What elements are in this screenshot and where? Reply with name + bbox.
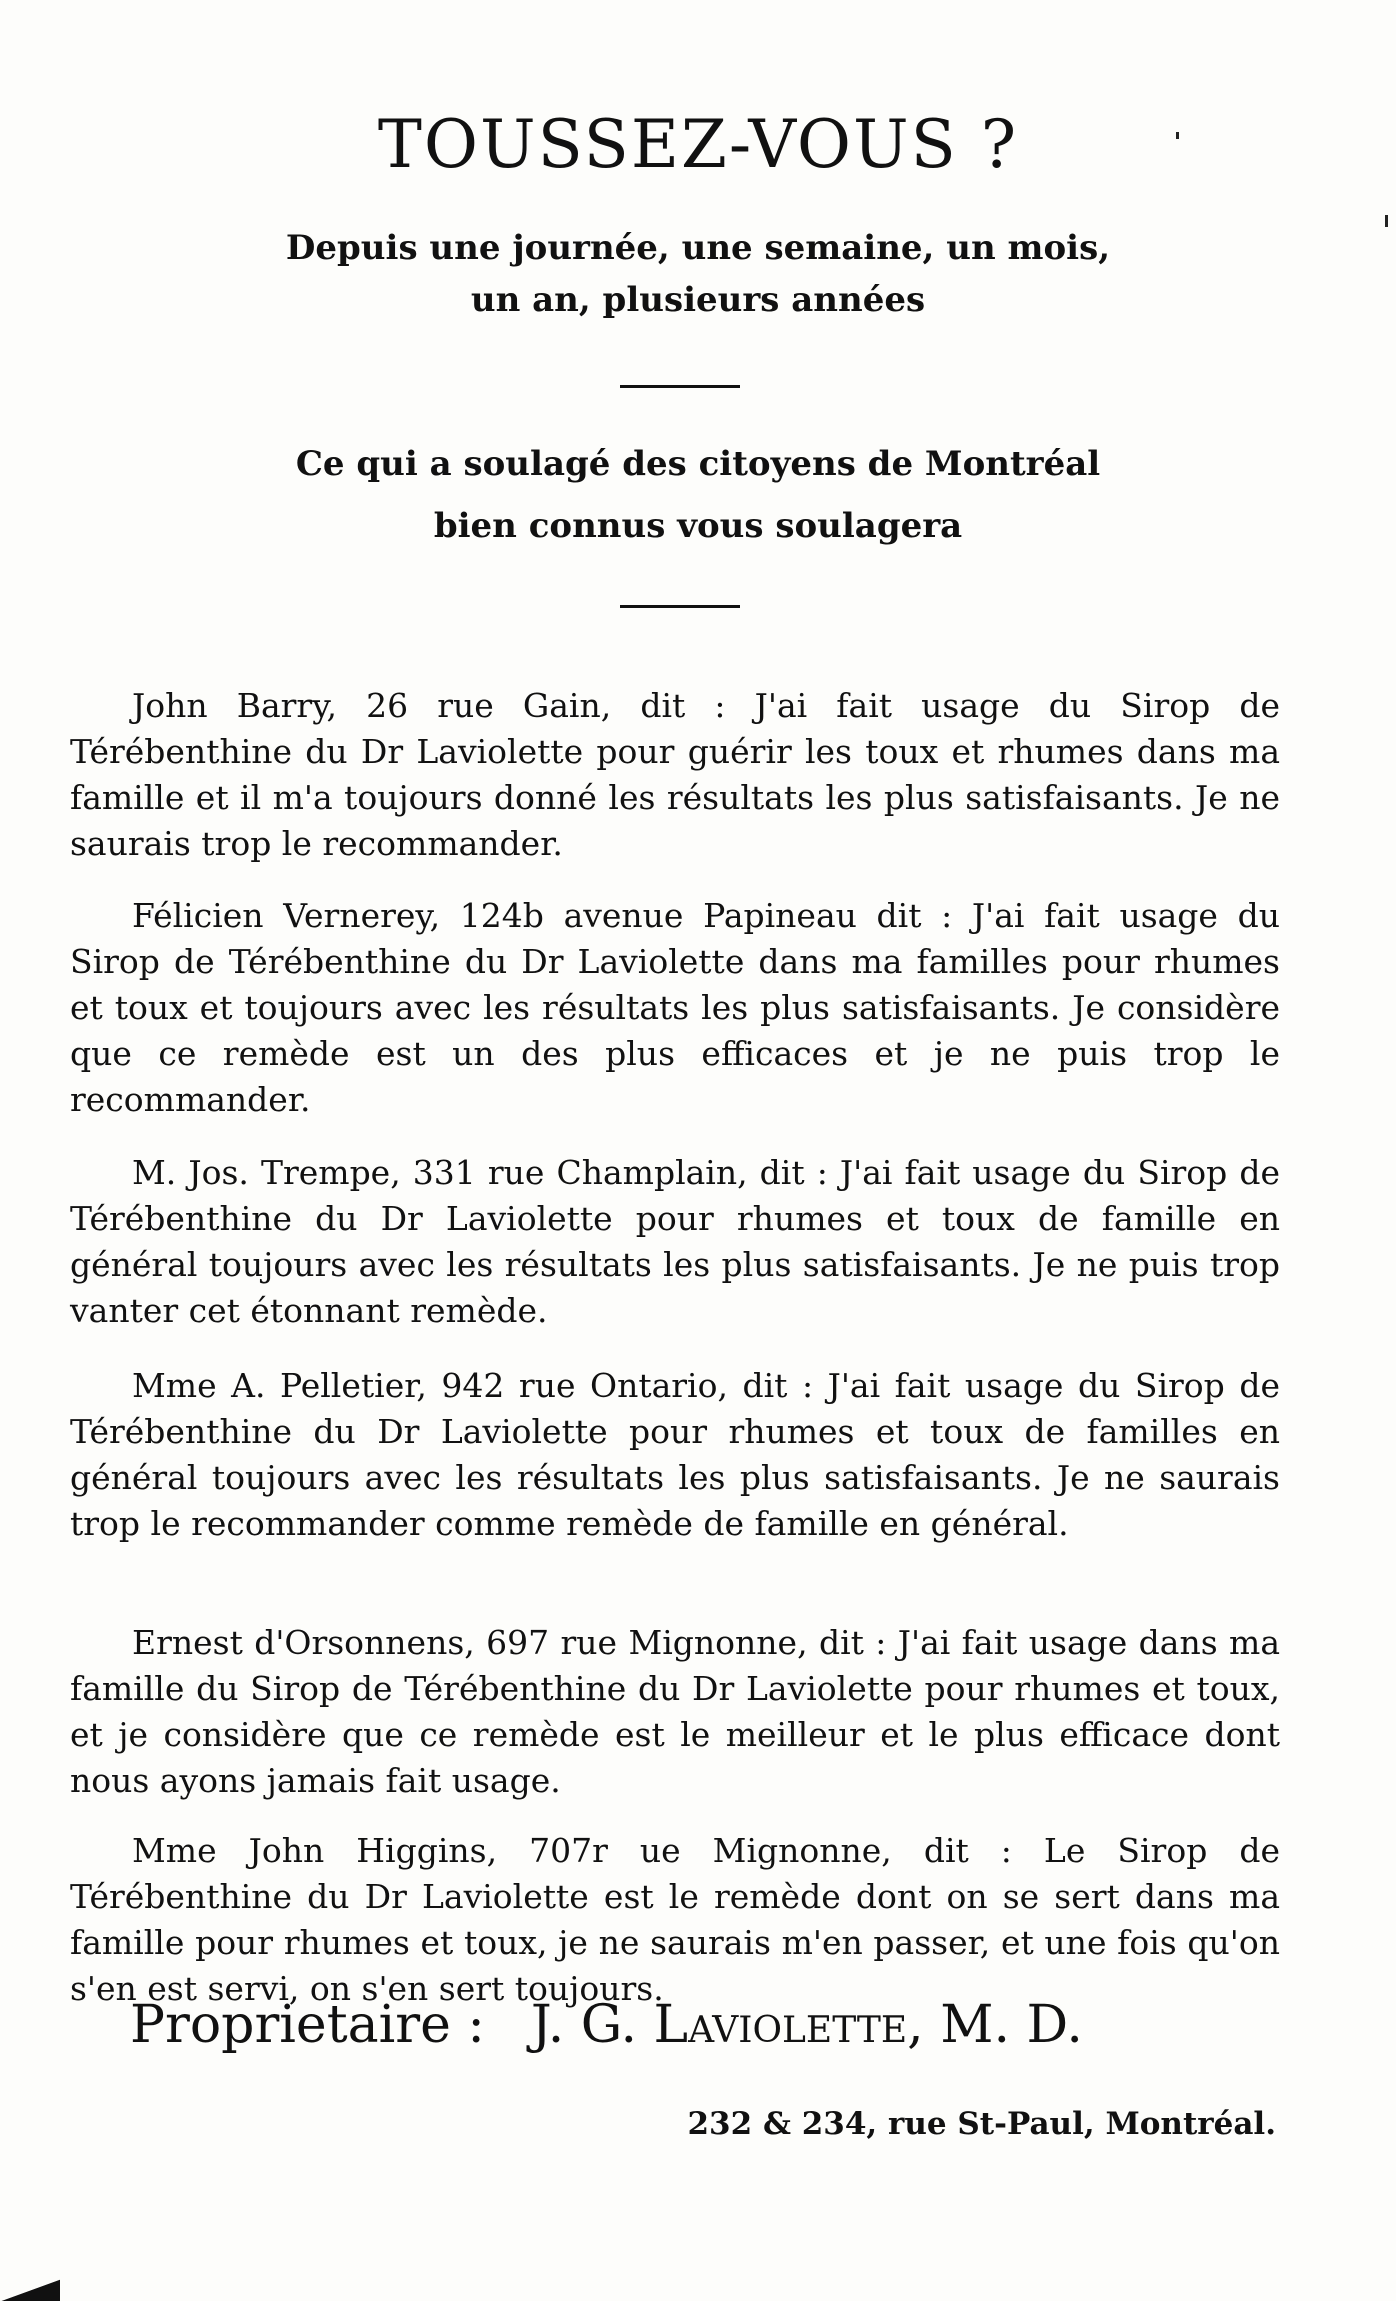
tagline-line-2: bien connus vous soulagera <box>433 506 963 546</box>
divider-rule <box>620 605 740 608</box>
tagline-line-1: Ce qui a soulagé des citoyens de Montréal <box>295 444 1101 484</box>
testimonial-higgins: Mme John Higgins, 707r ue Mignonne, dit : Le Sirop de Térébenthine du Dr Laviolette est le remède dont on se sert dans ma famille pour rhumes et toux, je ne saurais m'en passer, et une fois qu'on s'en est servi, on s'en sert toujours. <box>70 1831 1280 2008</box>
testimonial-pelletier: Mme A. Pelletier, 942 rue Ontario, dit : J'ai fait usage du Sirop de Térébenthine du Dr Laviolette pour rhumes et toux de familles en général toujours avec les résultats les plus satisfaisants. Je ne saurais trop le recommander comme remède de famille en général. <box>70 1366 1280 1543</box>
proprietor-name: J. G. Laviolette, M. D. <box>530 1995 1083 2055</box>
testimonial-orsonnens: Ernest d'Orsonnens, 697 rue Mignonne, dit : J'ai fait usage dans ma famille du Sirop de Térébenthine du Dr Laviolette pour rhumes et toux, et je considère que ce remède est le meilleur et le plus efficace dont nous ayons jamais fait usage. <box>70 1623 1280 1800</box>
testimonial-vernerey: Félicien Vernerey, 124b avenue Papineau dit : J'ai fait usage du Sirop de Térébenthine du Dr Laviolette dans ma familles pour rhumes et toux et toujours avec les résultats les plus satisfaisants. Je considère que ce remède est un des plus efficaces et je ne puis trop le recommander. <box>70 896 1280 1119</box>
testimonial-trempe: M. Jos. Trempe, 331 rue Champlain, dit : J'ai fait usage du Sirop de Térébenthine du Dr Laviolette pour rhumes et toux de famille en général toujours avec les résultats les plus satisfaisants. Je ne puis trop vanter cet étonnant remède. <box>70 1153 1280 1330</box>
proprietor-line <box>130 1990 1290 2060</box>
subtitle-line-2: un an, plusieurs années <box>470 280 926 320</box>
torn-corner <box>0 2275 60 2301</box>
testimonial-barry: John Barry, 26 rue Gain, dit : J'ai fait usage du Sirop de Térébenthine du Dr Laviolette pour guérir les toux et rhumes dans ma famille et il m'a toujours donné les résultats les plus satisfaisants. Je ne saurais trop le recommander. <box>70 686 1280 863</box>
proprietor-label: Proprietaire : <box>130 1995 485 2055</box>
headline: TOUSSEZ-VOUS ? <box>377 106 1019 183</box>
proprietor-address: 232 & 234, rue St-Paul, Montréal. <box>687 2106 1276 2142</box>
subtitle-line-1: Depuis une journée, une semaine, un mois, <box>285 228 1111 268</box>
divider-rule <box>620 385 740 388</box>
